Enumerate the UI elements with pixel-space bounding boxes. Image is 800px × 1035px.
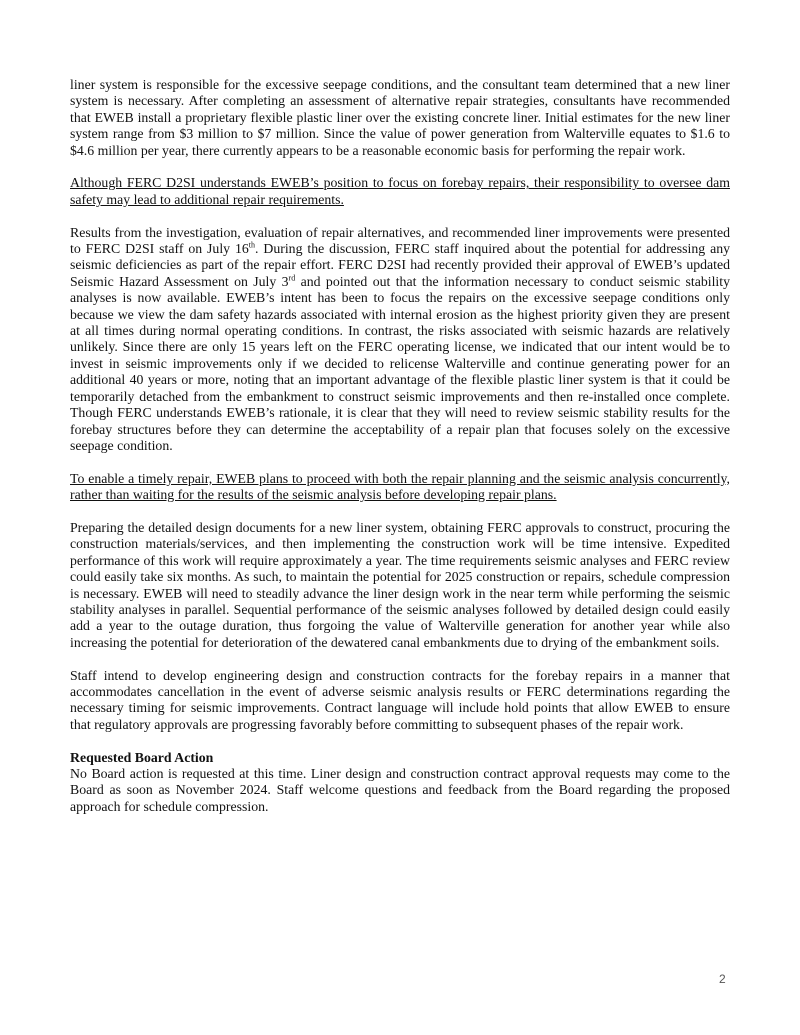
paragraph-contracts: Staff intend to develop engineering design and construction contracts for the forebay repairs in a manner that accommodates cancellation in the event of adverse seismic analysis results or FERC determinations regarding the necessary timing for seismic improvements. Contract language will include hold points that allow EWEB to ensure that regulatory approvals are progressing favorably before committing to subsequent phases of the repair work. bbox=[70, 667, 730, 732]
paragraph-schedule: Preparing the detailed design documents for a new liner system, obtaining FERC approvals to construct, procuring the construction materials/services, and then implementing the construction work will be time intensive. Expedited performance of this work will require approximately a year. The time requirements seismic analyses and FERC review could easily take six months. As such, to maintain the potential for 2025 construction or repairs, schedule compression is necessary. EWEB will need to steadily advance the liner design work in the near term while performing the seismic stability analyses in parallel. Sequential performance of the seismic analyses followed by detailed design could easily add a year to the outage duration, thus forgoing the value of Walterville generation for another year while also increasing the potential for deterioration of the dewatered canal embankments due to drying of the embankment soils. bbox=[70, 519, 730, 650]
paragraph-ferc-discussion bbox=[70, 225, 730, 455]
paragraph-board-action: No Board action is requested at this time. Liner design and construction contract approval requests may come to the Board as soon as November 2024. Staff welcome questions and feedback from the Board regarding the proposed approach for schedule compression. bbox=[70, 765, 730, 814]
text: . During the discussion, FERC staff inquired about the potential for addressing any seismic deficiencies as part of the repair effort. FERC D2SI had recently provided their approval of EWEB’s updated Seismic Hazard Assessment on July 3 bbox=[70, 241, 730, 289]
section-heading: Requested Board Action bbox=[70, 749, 214, 765]
paragraph-liner-estimates: liner system is responsible for the excessive seepage conditions, and the consultant team determined that a new liner system is necessary. After completing an assessment of alternative repair strategies, consultants have recommended that EWEB install a proprietary flexible plastic liner over the existing concrete liner. Initial estimates for the new liner system range from $3 million to $7 million. Since the value of power generation from Walterville equates to $1.6 to $4.6 million per year, there currently appears to be a reasonable economic basis for performing the repair work. bbox=[70, 77, 730, 158]
superscript: rd bbox=[288, 273, 296, 283]
page-number: 2 bbox=[719, 972, 726, 986]
underlined-statement-timely-repair: To enable a timely repair, EWEB plans to proceed with both the repair planning and the seismic analysis concurrently, rather than waiting for the results of the seismic analysis before developing repair plans. bbox=[70, 470, 730, 503]
text: Results from the investigation, evaluation of repair alternatives, and recommended liner improvements were presented to FERC D2SI staff on July 16 bbox=[70, 224, 730, 257]
document-body bbox=[70, 77, 730, 832]
text: and pointed out that the information necessary to conduct seismic stability analyses is now available. EWEB’s intent has been to focus the repairs on the excessive seepage conditions only because we view the dam safety hazards associated with internal erosion as the highest priority given they are present at all times during normal operating conditions. In contrast, the risks associated with seismic hazards are relatively unlikely. Since there are only 15 years left on the FERC operating license, we indicated that our intent would be to invest in seismic improvements only if we decided to relicense Walterville and continue generating power for an additional 40 years or more, noting that an important advantage of the flexible plastic liner system is that it could be temporarily detached from the embankment to construct seismic improvements and then re-installed once complete. Though FERC understands EWEB’s rationale, it is clear that they will need to review seismic stability results for the forebay structures before they can determine the acceptability of a repair plan that focuses solely on the excessive seepage condition. bbox=[70, 273, 730, 453]
underlined-statement-ferc: Although FERC D2SI understands EWEB’s position to focus on forebay repairs, their responsibility to oversee dam safety may lead to additional repair requirements. bbox=[70, 175, 730, 207]
superscript: th bbox=[248, 240, 256, 250]
